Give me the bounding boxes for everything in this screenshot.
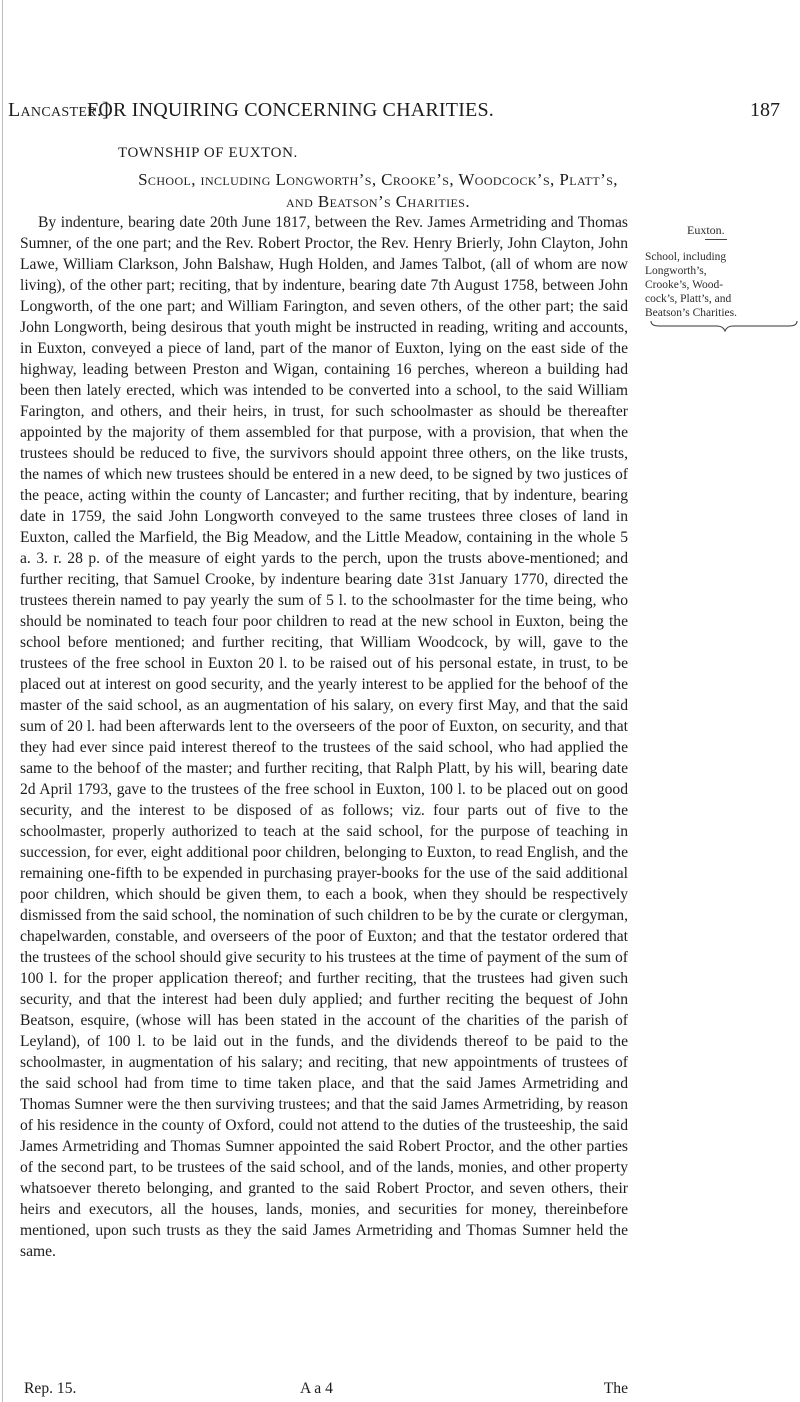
signature-mark: A a 4: [300, 1380, 333, 1397]
book-page: [8, 0, 800, 1402]
page-footer: [24, 1379, 628, 1399]
margin-note-line-3: Crooke’s, Wood-: [645, 279, 724, 291]
margin-note-line-5: Beatson’s Charities.: [645, 307, 737, 319]
page-number: 187: [750, 99, 780, 121]
body-paragraph: By indenture, bearing date 20th June 1817, between the Rev. James Armetriding and Thomas Sumner, of the one part; and the Rev. Robert Proctor, the Rev. Henry Brierly, John Clayton, John Lawe, William Clarkson, John Balshaw, Hugh Holden, and James Talbot, (all of whom are now living), of the other part; reciting, that by indenture, bearing date 7th August 1758, between John Longworth, of the one part; and William Farington, and seven others, of the other part; the said John Longworth, being desirous that youth might be instructed in reading, writing and accounts, in Euxton, conveyed a piece of land, part of the manor of Euxton, lying on the east side of the highway, leading between Preston and Wigan, containing 16 perches, whereon a building had been then lately erected, which was intended to be converted into a school, to the said William Farington, and others, and their heirs, in trust, for such schoolmaster as should be thereafter appointed by the majority of them assembled for that purpose, with a provision, that when the trustees should be reduced to five, the survivors should appoint three others, on the like trusts, the names of which new trustees should be entered in a new deed, to be signed by two justices of the peace, acting within the county of Lancaster; and further reciting, that by indenture, bearing date in 1759, the said John Longworth conveyed to the same trustees three closes of land in Euxton, called the Marfield, the Big Meadow, and the Little Meadow, containing in the whole 5 a. 3. r. 28 p. of the measure of eight yards to the perch, upon the trusts above-mentioned; and further reciting, that Samuel Crooke, by indenture bearing date 31st January 1770, directed the trustees therein named to pay yearly the sum of 5 l. to the schoolmaster for the time being, who should be nominated to teach four poor children to read at the new school in Euxton, being the school before mentioned; and further reciting, that William Woodcock, by will, gave to the trustees of the free school in Euxton 20 l. to be raised out of his personal estate, in trust, to be placed out at interest on good security, and the yearly interest to be applied for the behoof of the master of the said school, as an augmentation of his salary, on every first May, and that the said sum of 20 l. had been afterwards lent to the overseers of the poor of Euxton, on security, and that they had ever since paid interest thereof to the trustees of the said school, who had applied the same to the behoof of the master; and further reciting, that Ralph Platt, by his will, bearing date 2d April 1793, gave to the trustees of the free school in Euxton, 100 l. to be placed out on good security, and the interest to be disposed of as follows; viz. four parts out of five to the schoolmaster, properly authorized to teach at the said school, for the purpose of teaching in succession, for ever, eight additional poor children, belonging to Euxton, to read English, and the remaining one-fifth to be expended in purchasing prayer-books for the use of the said additional poor children, which should be given them, to each a book, when they should be respectively dismissed from the said school, the nomination of such children to be by the curate or clergyman, chapelwarden, constable, and overseers of the poor of Euxton; and that the testator ordered that the trustees of the school should give security to his trustees at the time of payment of the sum of 100 l. for the proper application thereof; and further reciting, that the trustees had given such security, and that the interest had been duly applied; and further reciting the bequest of John Beatson, esquire, (whose will has been stated in the account of the charities of the parish of Leyland), of 100 l. to be laid out in the funds, and the dividends thereof to be paid to the schoolmaster, in augmentation of his salary; and reciting, that new appointments of trustees of the said school had from time to time taken place, and that the said James Armetriding and Thomas Sumner were the then surviving trustees; and that the said James Armetriding, by reason of his residence in the county of Oxford, could not attend to the duties of the trusteeship, the said James Armetriding and Thomas Sumner appointed the said Robert Proctor, and the other parties of the second part, to be trustees of the said school, and of the lands, monies, and other property whatsoever thereto belonging, and granted to the said Robert Proctor, and seven others, their heirs and executors, all the houses, lands, monies, and securities for money, thereinbefore mentioned, upon such trusts as they the said James Armetriding and Thomas Sumner held the same.: [20, 214, 628, 1260]
page-edge-rule: [2, 0, 3, 1402]
margin-note-title: Euxton.: [687, 223, 725, 237]
running-head-county: Lancaster.]: [8, 99, 110, 121]
body-text: [20, 212, 628, 1262]
charity-heading: [8, 169, 748, 213]
charity-heading-line-1: School, including Longworth’s, Crooke’s, Woodcock’s, Platt’s,: [138, 170, 618, 189]
margin-note-brace: [649, 320, 799, 332]
margin-note-dash: [705, 239, 727, 240]
running-head: [8, 97, 788, 123]
running-head-title: FOR INQUIRING CONCERNING CHARITIES.: [87, 99, 494, 121]
margin-note-line-4: cock’s, Platt’s, and: [645, 293, 732, 305]
margin-note-line-1: School, including: [645, 251, 727, 263]
charity-heading-line-2: and Beatson’s Charities.: [285, 192, 471, 211]
section-heading: TOWNSHIP OF EUXTON.: [118, 145, 298, 161]
report-reference: Rep. 15.: [24, 1380, 77, 1397]
margin-note-line-2: Longworth’s,: [645, 265, 707, 277]
catchword: The: [603, 1380, 628, 1397]
